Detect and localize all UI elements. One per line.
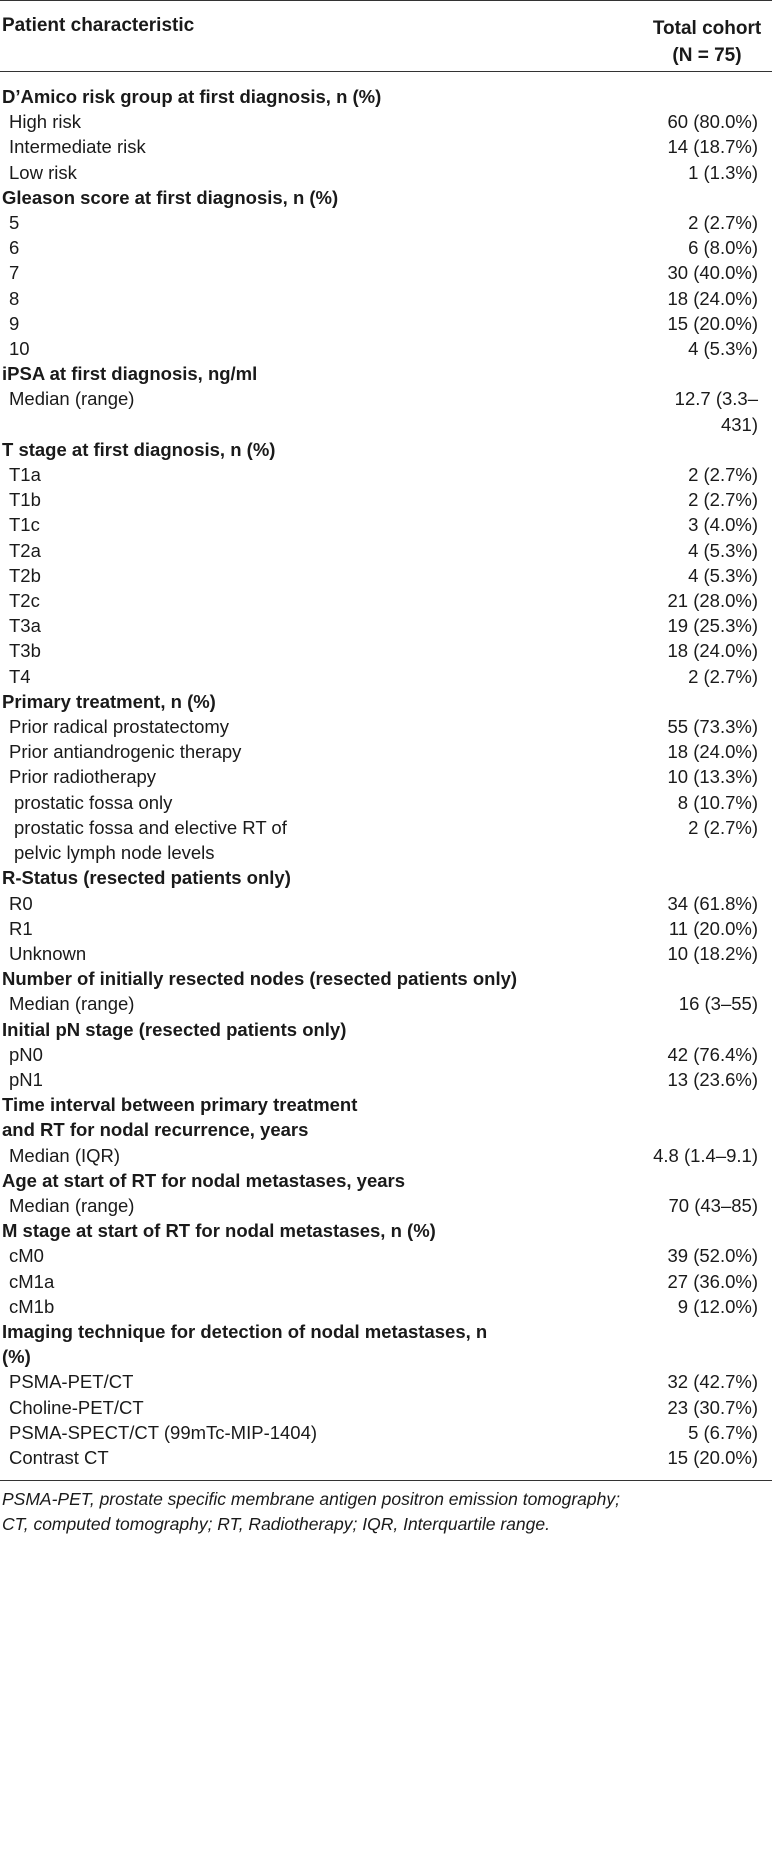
table-row (0, 1395, 772, 1420)
row-label: T2c (9, 590, 40, 612)
section-heading: and RT for nodal recurrence, years (2, 1119, 309, 1141)
row-value: 10 (18.2%) (667, 942, 758, 964)
row-label: cM1b (9, 1295, 55, 1317)
row-label: 8 (9, 287, 20, 309)
row-value: 13 (23.6%) (667, 1068, 758, 1090)
row-label: pN1 (9, 1068, 43, 1090)
table-row (0, 613, 772, 638)
row-value: 32 (42.7%) (667, 1371, 758, 1393)
table-row (0, 487, 772, 512)
row-value: 2 (2.7%) (688, 816, 758, 838)
row-value: 23 (30.7%) (667, 1396, 758, 1418)
section-heading-row (0, 1092, 772, 1117)
section-heading: iPSA at first diagnosis, ng/ml (2, 363, 258, 385)
row-label: 6 (9, 237, 20, 259)
row-value: 2 (2.7%) (688, 212, 758, 234)
table-row (0, 134, 772, 159)
row-label: Median (range) (9, 1194, 135, 1216)
table-row (0, 1193, 772, 1218)
row-value: 4.8 (1.4–9.1) (653, 1144, 758, 1166)
row-label: Low risk (9, 161, 77, 183)
table-row (0, 286, 772, 311)
header-total-cohort (652, 15, 762, 71)
row-value: 70 (43–85) (668, 1194, 758, 1216)
section-heading: Age at start of RT for nodal metastases, years (2, 1169, 406, 1191)
table-row (0, 764, 772, 789)
table-row (0, 790, 772, 815)
section-heading-row (0, 185, 772, 210)
section-heading: Primary treatment, n (%) (2, 690, 216, 712)
section-heading-row (0, 1017, 772, 1042)
row-label: Prior antiandrogenic therapy (9, 741, 242, 763)
row-label: Choline-PET/CT (9, 1396, 144, 1418)
section-heading-row (0, 1319, 772, 1344)
row-value: 3 (4.0%) (688, 514, 758, 536)
section-heading: R-Status (resected patients only) (2, 867, 291, 889)
table-row (0, 991, 772, 1016)
row-label: PSMA-PET/CT (9, 1371, 134, 1393)
table-row (0, 109, 772, 134)
section-heading: Initial pN stage (resected patients only) (2, 1018, 347, 1040)
row-label: 7 (9, 262, 20, 284)
row-value: 14 (18.7%) (667, 136, 758, 158)
row-label: Intermediate risk (9, 136, 146, 158)
row-value: 4 (5.3%) (688, 338, 758, 360)
row-value: 10 (13.3%) (667, 766, 758, 788)
row-value-line-2: 431) (720, 413, 758, 435)
table-row (0, 160, 772, 185)
table-row (0, 815, 772, 840)
row-value: 34 (61.8%) (667, 892, 758, 914)
table-row (0, 311, 772, 336)
row-label: T2b (9, 564, 41, 586)
row-label: PSMA-SPECT/CT (99mTc-MIP-1404) (9, 1421, 318, 1443)
table-row (0, 235, 772, 260)
row-value: 2 (2.7%) (688, 464, 758, 486)
table-row (0, 916, 772, 941)
row-value: 27 (36.0%) (667, 1270, 758, 1292)
row-value: 15 (20.0%) (667, 312, 758, 334)
row-label: Prior radical prostatectomy (9, 716, 230, 738)
table-row (0, 386, 772, 436)
section-heading-row (0, 966, 772, 991)
row-label: T3a (9, 615, 41, 637)
table-row (0, 563, 772, 588)
section-heading-row (0, 689, 772, 714)
row-label: Median (IQR) (9, 1144, 121, 1166)
row-value: 11 (20.0%) (668, 917, 758, 939)
table-row (0, 714, 772, 739)
row-value: 18 (24.0%) (667, 640, 758, 662)
table-row (0, 462, 772, 487)
table-row (0, 1369, 772, 1394)
section-heading-row (0, 865, 772, 890)
section-heading: Imaging technique for detection of nodal metastases, n (2, 1320, 488, 1342)
table-row (0, 1420, 772, 1445)
table-row (0, 260, 772, 285)
table-row (0, 538, 772, 563)
row-label: T1c (9, 514, 40, 536)
row-value: 19 (25.3%) (667, 615, 758, 637)
footnote-line-2: CT, computed tomography; RT, Radiotherapy; IQR, Interquartile range. (2, 1514, 550, 1535)
row-label: R0 (9, 892, 33, 914)
row-value: 30 (40.0%) (667, 262, 758, 284)
section-heading-row (0, 1218, 772, 1243)
row-label: 10 (9, 338, 30, 360)
row-label: pN0 (9, 1043, 43, 1065)
table-row (0, 1269, 772, 1294)
row-value: 6 (8.0%) (688, 237, 758, 259)
row-label: 9 (9, 312, 20, 334)
row-label: T1b (9, 489, 41, 511)
row-value: 18 (24.0%) (667, 741, 758, 763)
header-total-cohort-label: Total cohort (652, 18, 762, 39)
section-heading: T stage at first diagnosis, n (%) (2, 438, 276, 460)
row-value: 4 (5.3%) (688, 564, 758, 586)
table-header (0, 0, 772, 72)
row-value: 8 (10.7%) (677, 791, 758, 813)
footnote-line-1: PSMA-PET, prostate specific membrane antigen positron emission tomography; (2, 1489, 620, 1510)
header-total-cohort-n: (N = 75) (672, 45, 742, 66)
section-heading: M stage at start of RT for nodal metastases, n (%) (2, 1220, 436, 1242)
section-heading-row (0, 1117, 772, 1142)
row-value (648, 386, 772, 436)
table-row (0, 1143, 772, 1168)
row-value-line-1: 12.7 (3.3– (674, 388, 758, 410)
row-label: High risk (9, 111, 81, 133)
row-label: T2a (9, 539, 41, 561)
row-value: 2 (2.7%) (688, 489, 758, 511)
row-label: T3b (9, 640, 41, 662)
header-characteristic: Patient characteristic (2, 15, 195, 36)
row-label: Median (range) (9, 388, 135, 410)
row-label: Contrast CT (9, 1446, 109, 1468)
table-row (0, 1042, 772, 1067)
row-label: prostatic fossa only (14, 791, 173, 813)
row-label: Prior radiotherapy (9, 766, 157, 788)
section-heading-row (0, 1344, 772, 1369)
row-label: pelvic lymph node levels (14, 842, 215, 864)
table-row (0, 210, 772, 235)
section-heading-row (0, 84, 772, 109)
table-row (0, 638, 772, 663)
row-value: 55 (73.3%) (667, 716, 758, 738)
table-body (0, 72, 772, 1470)
row-label: cM0 (9, 1245, 44, 1267)
section-heading: D’Amico risk group at first diagnosis, n (%) (2, 86, 382, 107)
row-value: 4 (5.3%) (688, 539, 758, 561)
table-row (0, 336, 772, 361)
row-value: 39 (52.0%) (667, 1245, 758, 1267)
row-label: prostatic fossa and elective RT of (14, 816, 287, 838)
table-footnote (0, 1480, 772, 1537)
row-label: 5 (9, 212, 20, 234)
row-label: T1a (9, 464, 41, 486)
table-row (0, 664, 772, 689)
table-row (0, 1445, 772, 1470)
table-row (0, 588, 772, 613)
table-row (0, 840, 772, 865)
section-heading: (%) (2, 1346, 31, 1368)
section-heading-row (0, 361, 772, 386)
section-heading-row (0, 437, 772, 462)
section-heading: Gleason score at first diagnosis, n (%) (2, 186, 339, 208)
table-row (0, 512, 772, 537)
section-heading: Number of initially resected nodes (resected patients only) (2, 968, 518, 990)
row-value: 42 (76.4%) (667, 1043, 758, 1065)
row-value: 60 (80.0%) (667, 111, 758, 133)
table-row (0, 1294, 772, 1319)
section-heading: Time interval between primary treatment (2, 1094, 358, 1116)
table-row (0, 739, 772, 764)
row-value: 2 (2.7%) (688, 665, 758, 687)
row-label: T4 (9, 665, 31, 687)
section-heading-row (0, 1168, 772, 1193)
row-value: 5 (6.7%) (688, 1421, 758, 1443)
row-label: cM1a (9, 1270, 55, 1292)
row-value: 1 (1.3%) (688, 161, 758, 183)
row-value: 9 (12.0%) (677, 1295, 758, 1317)
table-row (0, 891, 772, 916)
table-row (0, 1067, 772, 1092)
row-value: 16 (3–55) (678, 993, 758, 1015)
table-row (0, 941, 772, 966)
row-value: 15 (20.0%) (667, 1446, 758, 1468)
row-value: 18 (24.0%) (667, 287, 758, 309)
row-value: 21 (28.0%) (667, 590, 758, 612)
row-label: Median (range) (9, 993, 135, 1015)
table-row (0, 1243, 772, 1268)
row-label: R1 (9, 917, 33, 939)
row-label: Unknown (9, 942, 87, 964)
